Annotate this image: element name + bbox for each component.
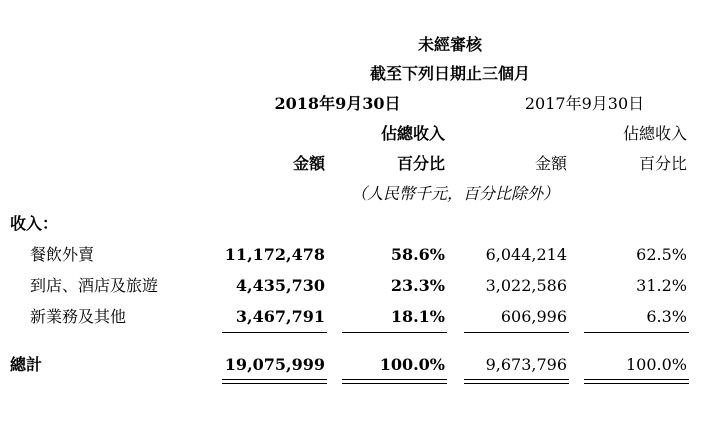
row-label: 餐飲外賣	[30, 245, 95, 264]
row-amount-2018: 11,172,478	[224, 245, 325, 264]
row-percent-2017: 62.5%	[636, 245, 687, 264]
header-pct-total-2017: 佔總收入	[622, 124, 687, 143]
row-label: 到店、酒店及旅遊	[30, 276, 159, 295]
row-amount-2017: 6,044,214	[485, 245, 567, 264]
row-label: 新業務及其他	[30, 307, 127, 326]
header-date-2017: 2017年9月30日	[524, 94, 645, 113]
header-amount-2017: 金額	[534, 154, 567, 173]
total-double-rule-amount-2018	[222, 379, 327, 384]
header-unaudited: 未經審核	[417, 35, 482, 54]
total-double-rule-percent-2017	[584, 379, 689, 384]
row-percent-2018: 18.1%	[390, 307, 445, 326]
section-revenue-label: 收入：	[10, 214, 59, 233]
row-percent-2017: 6.3%	[646, 307, 687, 326]
subtotal-rule-amount-2018	[222, 332, 327, 333]
header-percent-2017: 百分比	[638, 154, 687, 173]
header-period: 截至下列日期止三個月	[369, 64, 530, 83]
row-amount-2017: 3,022,586	[485, 276, 567, 295]
header-amount-2018: 金額	[292, 154, 325, 173]
total-amount-2017: 9,673,796	[485, 355, 567, 374]
total-percent-2017: 100.0%	[625, 355, 687, 374]
header-pct-total-2018: 佔總收入	[380, 124, 445, 143]
row-percent-2018: 23.3%	[390, 276, 445, 295]
total-amount-2018: 19,075,999	[224, 355, 325, 374]
header-date-2018: 2018年9月30日	[274, 94, 401, 113]
subtotal-rule-amount-2017	[464, 332, 569, 333]
subtotal-rule-percent-2017	[584, 332, 689, 333]
row-amount-2018: 4,435,730	[235, 276, 325, 295]
header-percent-2018: 百分比	[396, 154, 445, 173]
row-percent-2017: 31.2%	[636, 276, 687, 295]
row-percent-2018: 58.6%	[390, 245, 445, 264]
row-amount-2017: 606,996	[500, 307, 567, 326]
total-double-rule-percent-2018	[342, 379, 447, 384]
total-label: 總計	[10, 355, 43, 374]
row-amount-2018: 3,467,791	[235, 307, 325, 326]
subtotal-rule-percent-2018	[342, 332, 447, 333]
total-double-rule-amount-2017	[464, 379, 569, 384]
total-percent-2018: 100.0%	[379, 355, 445, 374]
unit-note: （人民幣千元，百分比除外）	[350, 184, 559, 203]
